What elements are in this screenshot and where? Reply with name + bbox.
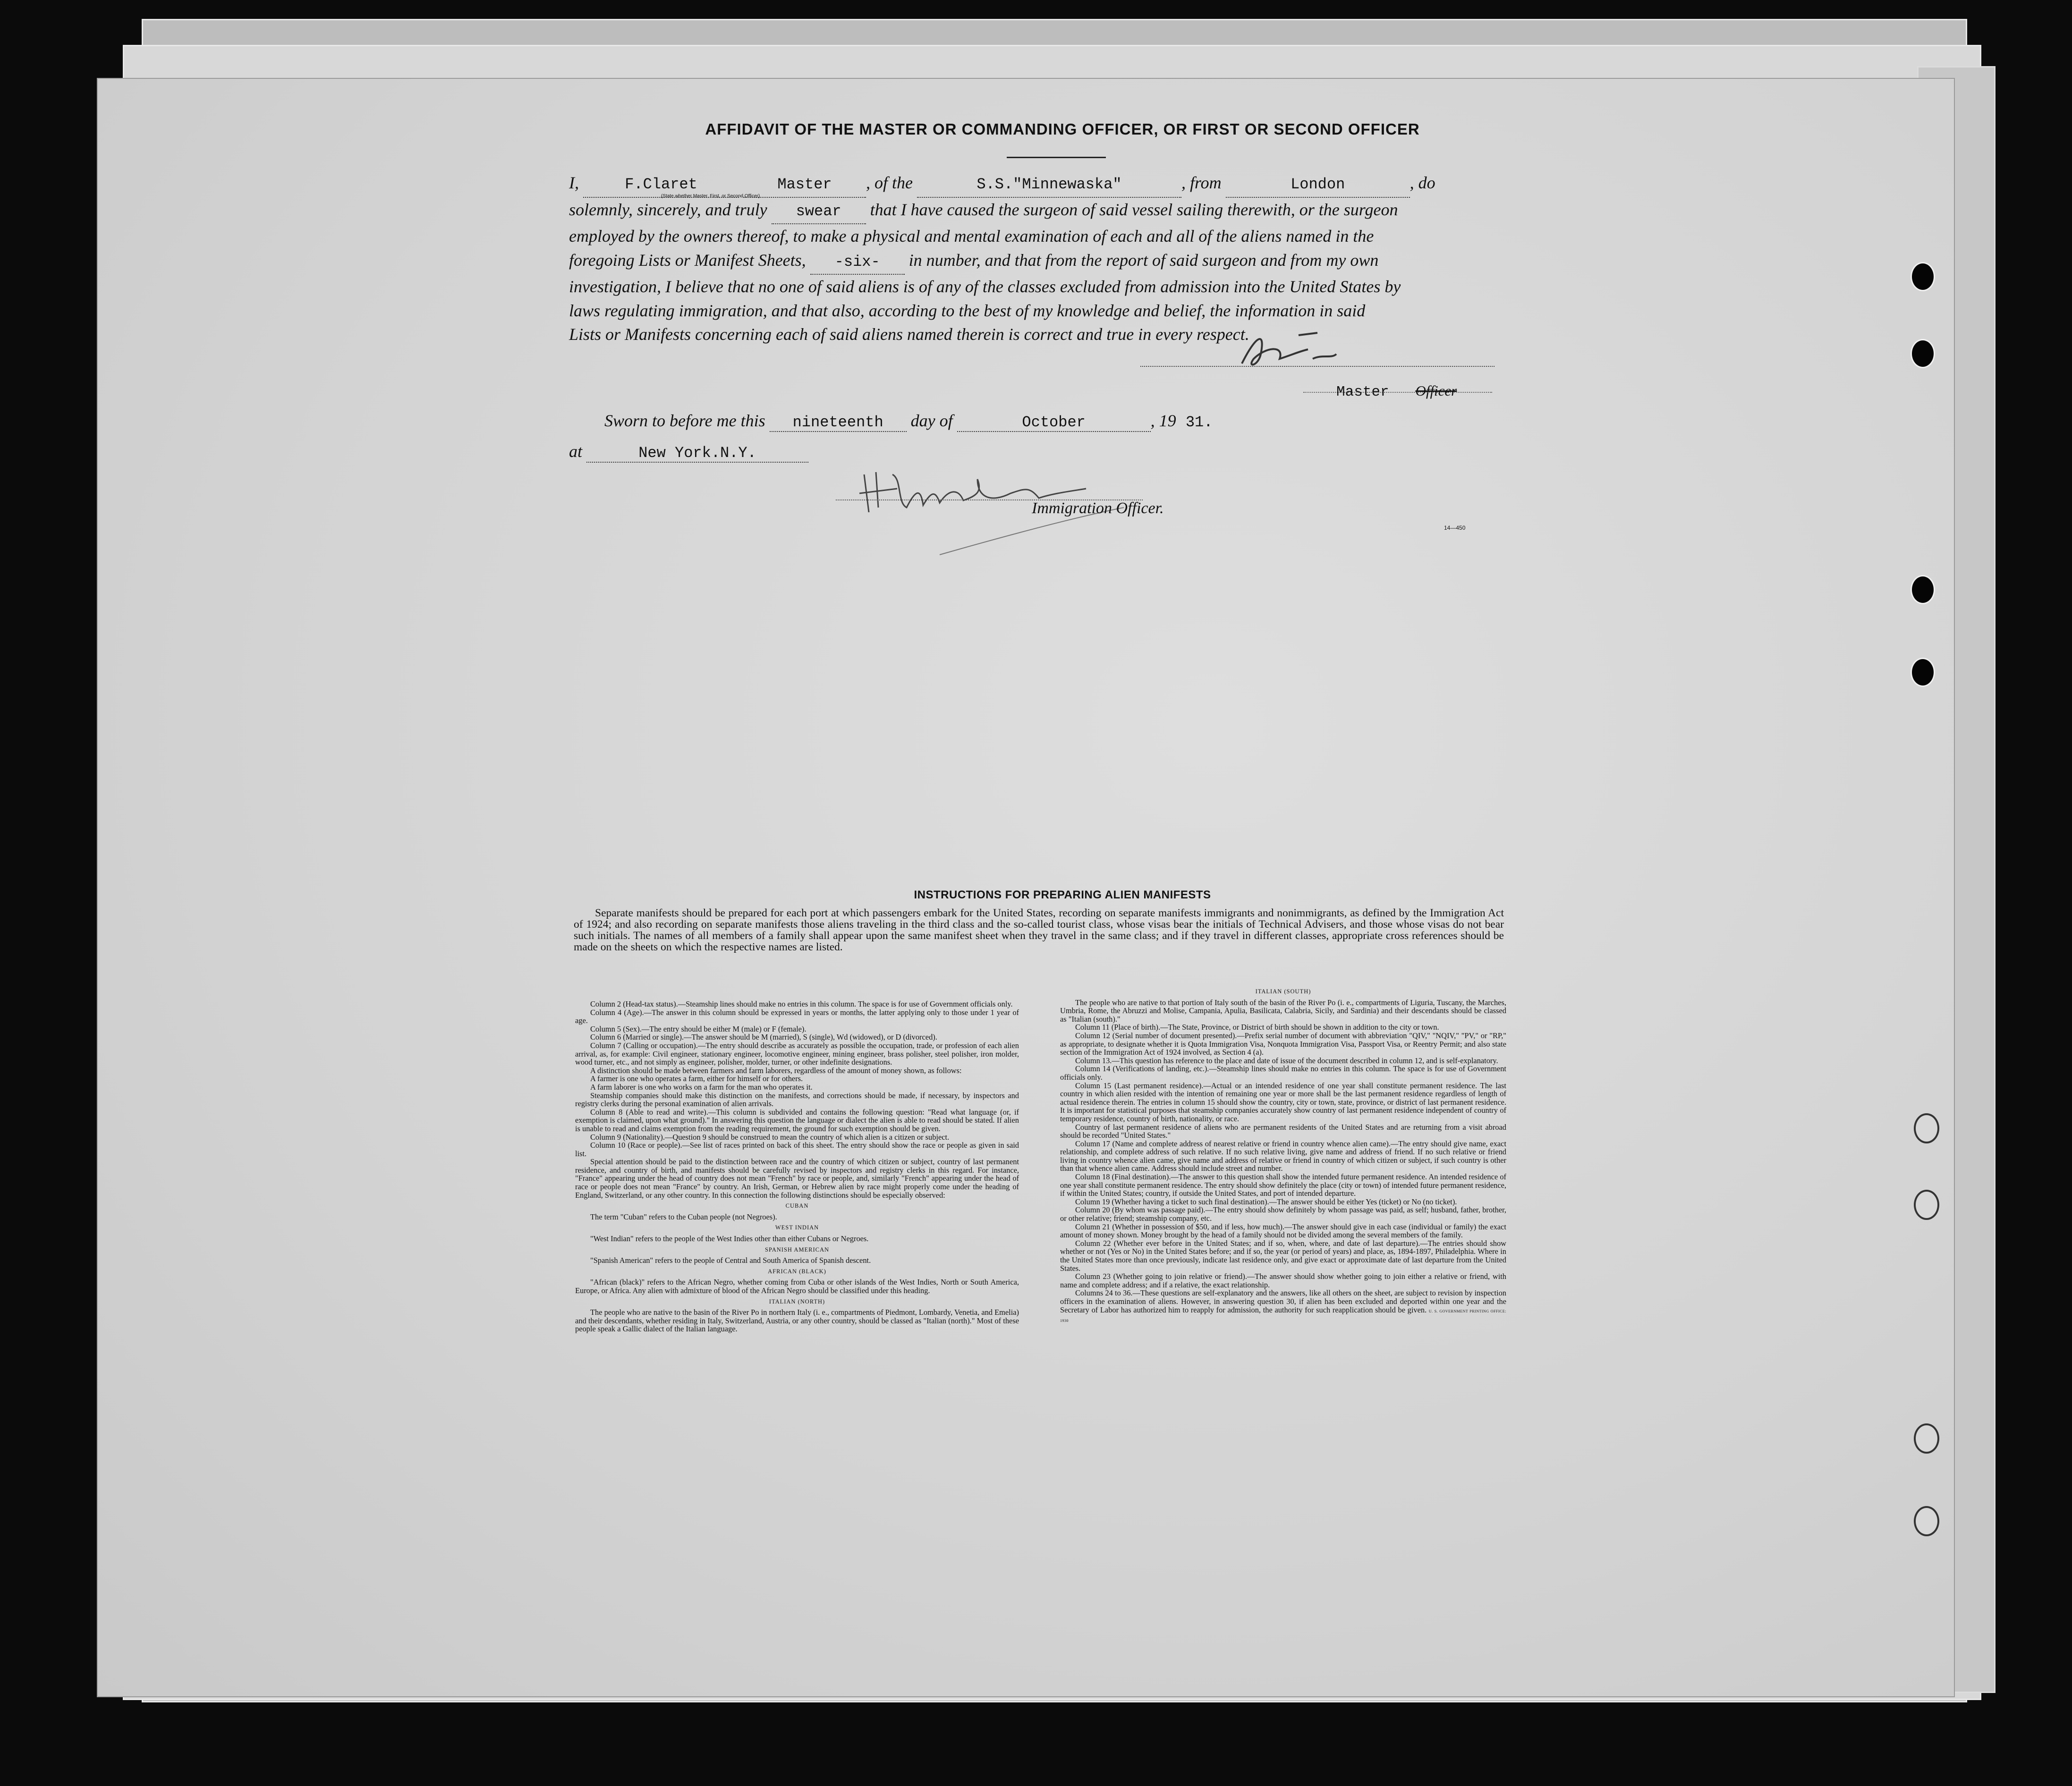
italian-north-text: The people who are native to the basin of the River Po in northern Italy (i. e., compartments of Piedmont, Lombardy, Venetia, and Emelia) and their descendants, whether residing in Italy, Switzerland, Austria, or any other country, should be classed as "Italian (north)." Most of these people speak a Gallic dialect of the Italian language. (575, 1308, 1019, 1334)
instruction-paragraph: Country of last permanent residence of aliens who are permanent residents of the United States and are returning from a visit abroad should be recorded "United States." (1060, 1122, 1506, 1140)
form-number: 14—450 (1444, 525, 1466, 531)
italian-south-heading: ITALIAN (SOUTH) (1255, 988, 1311, 995)
african-heading: AFRICAN (BLACK) (768, 1268, 826, 1275)
officer-rank: Master (743, 173, 866, 198)
instruction-paragraph: Column 19 (Whether having a ticket to such final destination).—The answer should be either Yes (ticket) or No (no ticket). (1075, 1197, 1457, 1206)
instruction-paragraph: Column 10 (Race or people).—See list of races printed on back of this sheet. The entry should show the race or people as given in said list. (575, 1141, 1019, 1158)
text-solemnly: solemnly, sincerely, and truly (569, 200, 767, 219)
text-do: , do (1410, 173, 1435, 192)
sworn-day: nineteenth (770, 414, 907, 432)
instruction-paragraph: Column 14 (Verifications of landing, etc.).—Steamship lines should make no entries in this column. The space is for use of Government officials only. (1060, 1064, 1506, 1082)
text-of-the: , of the (866, 173, 913, 192)
rank-note: (State whether Master, First, or Second Officer) (661, 194, 760, 199)
at-label: at (569, 442, 583, 461)
binder-hole-icon (1911, 262, 1935, 291)
signer-title-master: Master (1336, 384, 1389, 400)
instruction-paragraph: The people who are native to that portion of Italy south of the basin of the River Po (i. e., compartments of Liguria, Tuscany, the Marches, Umbria, Rome, the Abruzzi and Molise, Campania, Apulia, Basilicata, Calabria, Sicily, and Sardinia) and their descendants should be classed as "Italian (south)." (1060, 998, 1506, 1024)
italian-north-heading: ITALIAN (NORTH) (769, 1298, 825, 1305)
instruction-paragraph: Column 22 (Whether ever before in the United States; and if so, when, where, and date of last departure).—The entries should show whether or not (Yes or No) in the United States before; and if so, the year (or period of years) and place, as, 1894-1897, Philadelphia. Where in the United States more than once previously, indicate last residence only, and give exact or approximate date of last departure from the United States. (1060, 1238, 1506, 1273)
text-in-number: in number, and that from the report of said surgeon and from my own (909, 250, 1379, 270)
left-paragraphs (575, 1000, 1019, 1199)
officer-name: F.Claret (583, 173, 739, 198)
sworn-month: October (957, 414, 1151, 432)
final-paragraph-text: Columns 24 to 36.—These questions are self-explanatory and the answers, like all others on the sheet, are subject to revision by inspection officers in the examination of aliens. However, in answering question 30, if alien has been excluded and deported within one year and the Secretary of Labor has authorized him to reapply for admission, the authority for such reapplication should be given. (1060, 1288, 1506, 1314)
printer-note: U. S. GOVERNMENT PRINTING OFFICE: 1930 (1060, 1309, 1506, 1323)
affidavit-line-4 (569, 248, 1495, 275)
instruction-paragraph: Column 2 (Head-tax status).—Steamship lines should make no entries in this column. The space is for use of Government officials only. (590, 999, 1013, 1008)
instructions-right-column (1060, 988, 1506, 1325)
binder-hole-icon (1911, 658, 1935, 687)
instruction-paragraph: Column 7 (Calling or occupation).—The entry should describe as accurately as possible the occupation, trade, or profession of each alien arrival, as, for example: Civil engineer, stationary engineer, locomotive engineer, mining engineer, brass polisher, steel polisher, iron molder, wood turner, etc., and not simply as engineer, polisher, molder, turner, or other indefinite designations. (575, 1041, 1019, 1067)
instruction-paragraph: Column 5 (Sex).—The entry should be either M (male) or F (female). (590, 1024, 807, 1033)
affidavit-line-5: investigation, I believe that no one of said aliens is of any of the classes excluded from admission into the United States by (569, 277, 1401, 296)
signature-line (1140, 366, 1495, 367)
text-caused: that I have caused the surgeon of said vessel sailing therewith, or the surgeon (870, 200, 1398, 219)
binder-hole-icon (1914, 1190, 1939, 1220)
oath-verb: swear (772, 200, 866, 225)
affidavit-title: AFFIDAVIT OF THE MASTER OR COMMANDING OFFICER, OR FIRST OR SECOND OFFICER (705, 120, 1420, 138)
instruction-paragraph: Column 21 (Whether in possession of $50, and if less, how much).—The answer should give in each case (individual or family) the exact amount of money shown. Money brought by the head of a family should not be divided among the several members of the family. (1060, 1222, 1506, 1240)
text-from: , from (1181, 173, 1222, 192)
instruction-paragraph: A farmer is one who operates a farm, either for himself or for others. (590, 1074, 803, 1083)
signer-title-struck: Officer (1415, 382, 1457, 399)
right-paragraphs (1060, 999, 1506, 1289)
sworn-day-of: day of (910, 411, 953, 430)
west-indian-heading: WEST INDIAN (775, 1224, 819, 1231)
instruction-paragraph: Column 4 (Age).—The answer in this column should be expressed in years or months, the latter applying only to those under 1 year of age. (575, 1007, 1019, 1025)
instruction-paragraph: Column 15 (Last permanent residence).—Actual or an intended residence of one year shall constitute permanent residence. The last country in which alien resided with the intention of remaining one year or more shall be the last permanent residence regardless of length of actual residence therein. The entries in column 15 should show the country, city or town, state, province, or district of last permanent residence. It is important for statistical purposes that steamship companies accurately show country of last permanent residence independent of country of temporary residence, country of birth, nationality, or race. (1060, 1081, 1506, 1123)
instruction-paragraph: Column 13.—This question has reference to the place and date of issue of the document described in column 12, and is self-explanatory. (1075, 1056, 1498, 1065)
instruction-paragraph: A distinction should be made between farmers and farm laborers, regardless of the amount of money shown, as follows: (590, 1066, 962, 1075)
text-foregoing: foregoing Lists or Manifest Sheets, (569, 250, 806, 270)
instruction-paragraph: Special attention should be paid to the distinction between race and the country of which citizen or subject, country of last permanent residence, and country of birth, and manifests should be carefully revised by inspectors and registry clerks in this regard. For instance, "France" appearing under the head of country does not mean "French" by race or people, and, similarly "French" appearing under the head of race or people does not mean "France" by country. An Irish, German, or Hebrew alien by race might properly come under the heading of England, Switzerland, or any other country. In this connection the following distinctions should be especially observed: (575, 1157, 1019, 1200)
text-i: I, (569, 173, 579, 192)
instruction-paragraph: Column 8 (Able to read and write).—This column is subdivided and contains the following question: "Read what language (or, if exemption is claimed, upon what ground)." In answering this question the language or dialect the alien is able to read should be stated. If alien is unable to read and claims exemption from the reading requirement, the ground for such exemption should be given. (575, 1107, 1019, 1133)
instruction-paragraph: Column 18 (Final destination).—The answer to this question shall show the intended future permanent residence. An intended residence of one year shall constitute permanent residence. The entry should show definitely the place (city or town) of intended future permanent residence, if within the United States; country, if outside the United States, and port of intended departure. (1060, 1172, 1506, 1198)
instruction-paragraph: Column 17 (Name and complete address of nearest relative or friend in country whence alien came).—The entry should give name, exact relationship, and complete address of such relative. If no such relative living, give name and address of friend. If no such relative or friend living in country whence alien came, give name and address of relative or friend in country of which citizen or subject, if such country is other than that whence alien came. Address should include street and number. (1060, 1139, 1506, 1173)
affidavit-line-6: laws regulating immigration, and that also, according to the best of my knowledge and belief, the information in said (569, 301, 1366, 320)
instruction-paragraph: Column 12 (Serial number of document presented).—Prefix serial number of document with abbreviation "QIV," "NQIV," "PV," or "RP," as appropriate, to designate whether it is Quota Immigration Visa, Nonquota Immigration Visa, Passport Visa, or Reentry Permit; and also state section of the Immigration Act of 1924 involved, as Section 4 (a). (1060, 1031, 1506, 1057)
vessel-name: S.S."Minnewaska" (917, 173, 1181, 198)
sworn-place: New York.N.Y. (586, 444, 808, 463)
at-line (569, 441, 808, 463)
immigration-officer-label: Immigration Officer. (1032, 499, 1164, 517)
affidavit-line-3: employed by the owners thereof, to make a physical and mental examination of each and all of the aliens named in the (569, 227, 1374, 245)
affidavit-line-7: Lists or Manifests concerning each of said aliens named therein is correct and true in every respect. (569, 325, 1249, 344)
instruction-paragraph: Column 6 (Married or single).—The answer should be M (married), S (single), Wd (widowed), or D (divorced). (590, 1033, 937, 1042)
instructions-left-column (575, 1000, 1019, 1333)
sworn-prefix: Sworn to before me this (604, 411, 765, 430)
sworn-line (604, 411, 1218, 432)
instruction-paragraph: Column 9 (Nationality).—Question 9 should be construed to mean the country of which alien is a citizen or subject. (590, 1132, 950, 1142)
west-indian-text: "West Indian" refers to the people of the West Indies other than either Cubans or Negroes. (590, 1234, 869, 1244)
cuban-text: The term "Cuban" refers to the Cuban people (not Negroes). (590, 1212, 777, 1221)
instruction-paragraph: Column 20 (By whom was passage paid).—The entry should show definitely by whom passage was paid, as self; husband, father, brother, or other relative; friend; steamship company, etc. (1060, 1205, 1506, 1223)
instruction-paragraph: Steamship companies should make this distinction on the manifests, and corrections should be made, if necessary, by inspectors and registry clerks during the personal examination of alien arrivals. (575, 1091, 1019, 1109)
binder-hole-icon (1914, 1506, 1939, 1536)
instruction-paragraph: Column 23 (Whether going to join relative or friend).—The answer should show whether going to join either a relative or friend, with name and complete address; and if a relative, the exact relationship. (1060, 1272, 1506, 1289)
affidavit-line-2 (569, 198, 1495, 225)
instruction-paragraph: A farm laborer is one who works on a farm for the man who operates it. (590, 1082, 813, 1092)
departure-port: London (1226, 173, 1410, 198)
cuban-heading: CUBAN (785, 1202, 809, 1210)
master-signature (1228, 326, 1341, 378)
binder-hole-icon (1914, 1423, 1939, 1454)
title-rule (1007, 157, 1106, 158)
binder-hole-icon (1914, 1113, 1939, 1143)
signer-title (1336, 382, 1457, 400)
sworn-year: 31. (1185, 414, 1213, 431)
instruction-paragraph: Column 11 (Place of birth).—The State, Province, or District of birth should be shown in addition to the city or town. (1075, 1023, 1439, 1032)
binder-hole-icon (1911, 339, 1935, 368)
sheet-count: -six- (810, 250, 905, 275)
final-paragraph (1060, 1289, 1506, 1325)
spanish-american-heading: SPANISH AMERICAN (764, 1246, 830, 1253)
binder-hole-icon (1911, 575, 1935, 604)
sworn-year-prefix: , 19 (1150, 411, 1176, 430)
african-text: "African (black)" refers to the African Negro, whether coming from Cuba or other islands of the West Indies, North or South America, Europe, or Africa. Any alien with admixture of blood of the African Negro should be classified under this heading. (575, 1278, 1019, 1295)
instructions-title: INSTRUCTIONS FOR PREPARING ALIEN MANIFESTS (914, 889, 1211, 901)
spanish-american-text: "Spanish American" refers to the people of Central and South America of Spanish descent. (590, 1256, 871, 1265)
instructions-intro: Separate manifests should be prepared for each port at which passengers embark for the United States, recording on separate manifests immigrants and nonimmigrants, as defined by the Immigration Act of 1924; and also recording on separate manifests those aliens traveling in the third class and the so-called tourist class, whose visas bear the initials of Technical Advisers, and those whose visas do not bear such initials. The names of all members of a family shall appear upon the same manifest sheet when they travel in the same class; and if they travel in different classes, appropriate cross references should be made on the sheets on which the respective names are listed. (574, 907, 1504, 953)
